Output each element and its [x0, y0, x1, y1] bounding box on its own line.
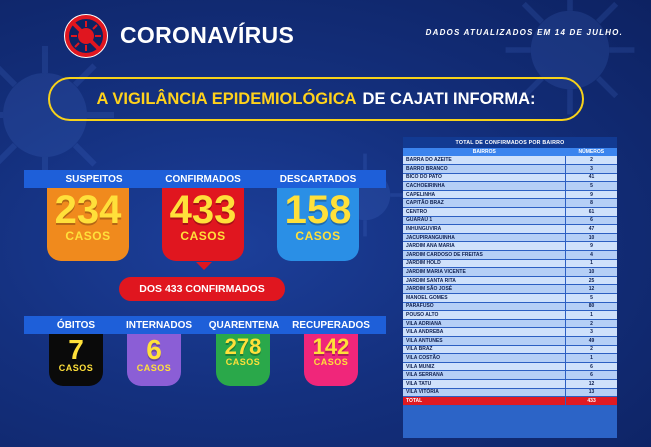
table-row	[403, 302, 617, 311]
bairro-name: BICO DO PATO	[403, 173, 566, 182]
bairro-count: 10	[566, 233, 617, 242]
stat-descartados	[277, 188, 359, 261]
total-value: 433	[566, 397, 617, 406]
bairro-name: GUARAÚ 1	[403, 216, 566, 225]
bairro-count: 5	[566, 294, 617, 303]
bairro-count: 2	[566, 345, 617, 354]
bairro-name: VILA ANDREBA	[403, 328, 566, 337]
table-row	[403, 259, 617, 268]
stat-unit: CASOS	[313, 357, 349, 367]
table-row	[403, 276, 617, 285]
stat-label-recuperados: RECUPERADOS	[292, 319, 370, 331]
update-date: DADOS ATUALIZADOS EM 14 DE JULHO.	[425, 28, 623, 37]
table-row	[403, 319, 617, 328]
bairro-name: JARDIM ANA MARIA	[403, 242, 566, 251]
table-row	[403, 199, 617, 208]
cases-table	[403, 148, 617, 406]
bairro-count: 47	[566, 225, 617, 234]
stat-label-obitos: ÓBITOS	[56, 319, 96, 331]
bairro-name: INHUNGUVIRA	[403, 225, 566, 234]
bairro-count: 2	[566, 319, 617, 328]
bairro-count: 4	[566, 251, 617, 260]
table-row	[403, 285, 617, 294]
table-row	[403, 208, 617, 217]
table-row	[403, 379, 617, 388]
bairro-count: 6	[566, 371, 617, 380]
stat-label-descartados: DESCARTADOS	[279, 173, 357, 185]
bairro-name: CAPITÃO BRAZ	[403, 199, 566, 208]
table-row	[403, 336, 617, 345]
bairro-name: JARDIM SANTA RITA	[403, 276, 566, 285]
bairro-name: JARDIM CARDOSO DE FREITAS	[403, 251, 566, 260]
bairro-name: JARDIM SÃO JOSÉ	[403, 285, 566, 294]
top-stats-header	[24, 170, 386, 188]
stat-unit: CASOS	[295, 229, 341, 243]
banner-text: DE CAJATI INFORMA:	[362, 89, 536, 108]
bairro-count: 8	[566, 199, 617, 208]
bairro-count: 49	[566, 336, 617, 345]
table-row	[403, 251, 617, 260]
bairro-count: 25	[566, 276, 617, 285]
bairro-count: 12	[566, 379, 617, 388]
table-row	[403, 328, 617, 337]
total-label: TOTAL	[403, 397, 566, 406]
header-bairros: BAIRROS	[403, 148, 566, 156]
banner-highlight: A VIGILÂNCIA EPIDEMIOLÓGICA	[96, 89, 357, 108]
bairro-name: BARRO BRANCO	[403, 165, 566, 174]
table-total-row	[403, 397, 617, 406]
stat-value: 142	[312, 334, 350, 359]
bairro-name: JARDIM HOLD	[403, 259, 566, 268]
pill-arrow	[196, 262, 212, 270]
stat-unit: CASOS	[136, 363, 172, 373]
table-body	[403, 156, 617, 405]
bairro-name: VILA COSTÃO	[403, 354, 566, 363]
bairro-name: CAPELINHA	[403, 190, 566, 199]
stat-unit: CASOS	[58, 363, 94, 373]
bairro-count: 5	[566, 182, 617, 191]
stat-confirmados	[162, 188, 244, 261]
bairro-count: 3	[566, 165, 617, 174]
table-row	[403, 182, 617, 191]
table-header-row	[403, 148, 617, 156]
stat-unit: CASOS	[225, 357, 261, 367]
stat-value: 234	[54, 188, 122, 232]
stat-value: 7	[68, 334, 84, 365]
stat-unit: CASOS	[65, 229, 111, 243]
table-row	[403, 388, 617, 397]
table-row	[403, 371, 617, 380]
table-row	[403, 225, 617, 234]
stat-obitos	[49, 334, 103, 386]
table-row	[403, 173, 617, 182]
bairro-name: VILA ANTUNES	[403, 336, 566, 345]
bairro-count: 10	[566, 268, 617, 277]
bairro-count: 6	[566, 216, 617, 225]
bairro-name: VILA MUNIZ	[403, 362, 566, 371]
stat-internados	[127, 334, 181, 386]
bairro-count: 13	[566, 388, 617, 397]
brand-title: CORONAVÍRUS	[120, 22, 295, 48]
stat-unit: CASOS	[180, 229, 226, 243]
bairro-name: MANOEL GOMES	[403, 294, 566, 303]
bairro-name: PARAFUSO	[403, 302, 566, 311]
bairro-name: CACHOEIRINHA	[403, 182, 566, 191]
header-numeros: NÚMEROS	[566, 148, 617, 156]
bairro-count: 12	[566, 285, 617, 294]
bairro-name: VILA ADRIANA	[403, 319, 566, 328]
bairro-count: 3	[566, 328, 617, 337]
table-row	[403, 294, 617, 303]
stat-value: 6	[146, 334, 162, 365]
table-row	[403, 156, 617, 165]
bairro-name: VILA SERRANA	[403, 371, 566, 380]
bairro-count: 80	[566, 302, 617, 311]
bairro-name: VILA VITÓRIA	[403, 388, 566, 397]
stat-value: 278	[224, 334, 262, 359]
confirmed-breakdown-pill: DOS 433 CONFIRMADOS	[119, 277, 285, 301]
stat-quarentena	[216, 334, 270, 386]
bairro-name: JARDIM MARIA VICENTE	[403, 268, 566, 277]
stat-label-internados: INTERNADOS	[125, 319, 193, 331]
stat-suspeitos	[47, 188, 129, 261]
table-row	[403, 354, 617, 363]
bairro-name: JACUPIRANGUINHA	[403, 233, 566, 242]
stat-value: 433	[169, 188, 237, 232]
stat-recuperados	[304, 334, 358, 386]
table-row	[403, 268, 617, 277]
bairro-count: 41	[566, 173, 617, 182]
no-virus-logo-icon	[62, 12, 110, 60]
bairro-count: 9	[566, 190, 617, 199]
table-row	[403, 345, 617, 354]
table-row	[403, 233, 617, 242]
bairro-count: 6	[566, 362, 617, 371]
table-row	[403, 242, 617, 251]
stat-value: 158	[284, 188, 352, 232]
bairro-name: BARRA DO AZEITE	[403, 156, 566, 165]
bottom-stats-header	[24, 316, 386, 334]
neighborhood-table	[403, 137, 617, 438]
bairro-count: 1	[566, 311, 617, 320]
stat-label-confirmados: CONFIRMADOS	[165, 173, 241, 185]
header	[0, 0, 651, 72]
bairro-count: 1	[566, 354, 617, 363]
table-row	[403, 216, 617, 225]
bairro-count: 61	[566, 208, 617, 217]
table-row	[403, 311, 617, 320]
table-row	[403, 190, 617, 199]
table-row	[403, 165, 617, 174]
table-title: TOTAL DE CONFIRMADOS POR BAIRRO	[403, 137, 617, 148]
bairro-name: POUSO ALTO	[403, 311, 566, 320]
bairro-name: VILA BRAZ	[403, 345, 566, 354]
stat-label-quarentena: QUARENTENA	[208, 319, 280, 331]
bairro-count: 9	[566, 242, 617, 251]
stat-label-suspeitos: SUSPEITOS	[65, 173, 123, 185]
bairro-name: CENTRO	[403, 208, 566, 217]
table-row	[403, 362, 617, 371]
bairro-name: VILA TATU	[403, 379, 566, 388]
bairro-count: 2	[566, 156, 617, 165]
info-banner	[48, 77, 584, 121]
bairro-count: 1	[566, 259, 617, 268]
